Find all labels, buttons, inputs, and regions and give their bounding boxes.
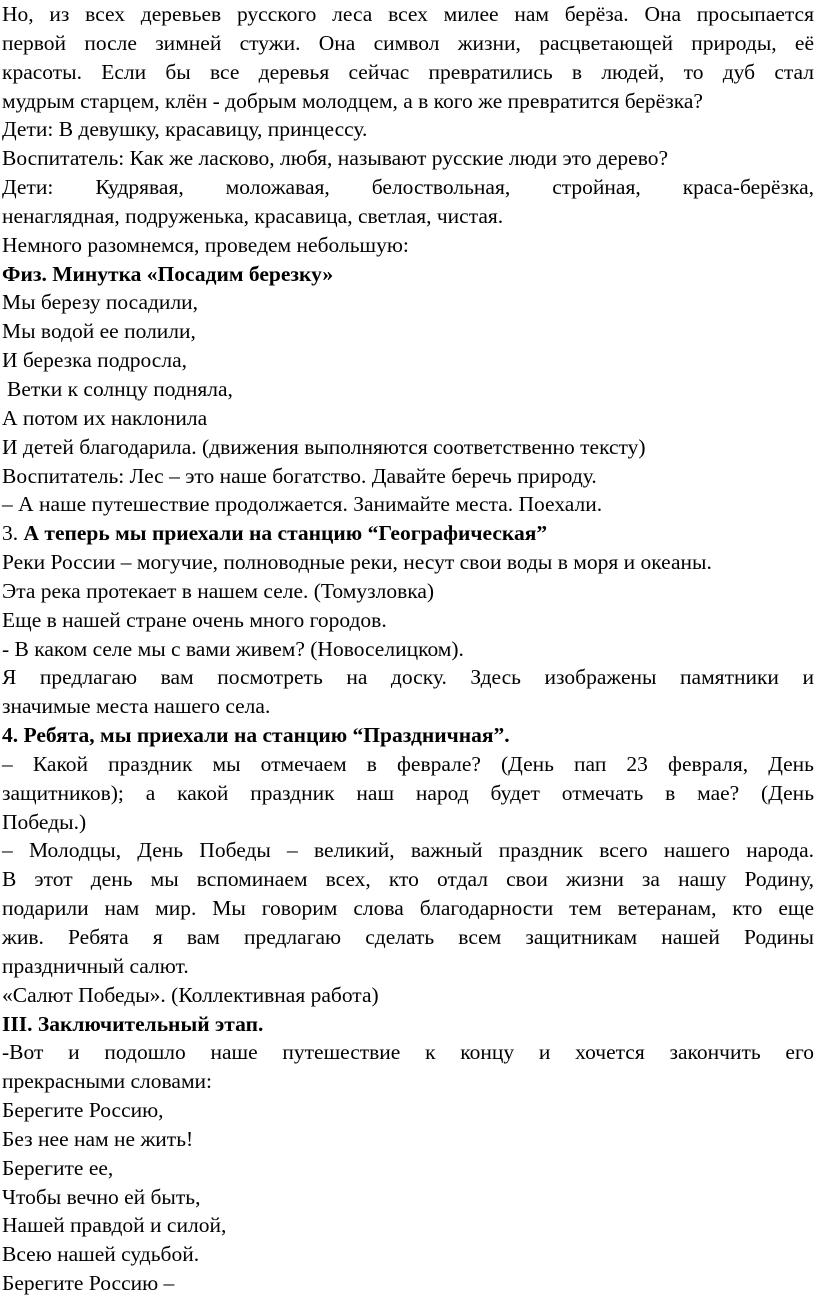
- section-number: 3.: [2, 521, 24, 546]
- text-line: Воспитатель: Как же ласково, любя, называют русские люди это дерево?: [2, 146, 668, 171]
- text-line: – Молодцы, День Победы – великий, важный праздник всего нашего народа.: [2, 838, 814, 863]
- text-line: Но, из всех деревьев русского леса всех милее нам берёза. Она просыпается: [2, 2, 814, 26]
- text-line: ненаглядная, подруженька, красавица, светлая, чистая.: [2, 203, 504, 228]
- text-line: В этот день мы вспоминаем всех, кто отдал свои жизни за нашу Родину,: [2, 867, 814, 892]
- text-line: – А наше путешествие продолжается. Занимайте места. Поехали.: [2, 492, 603, 517]
- text-line: «Салют Победы». (Коллективная работа): [2, 982, 379, 1007]
- text-line: прекрасными словами:: [2, 1069, 213, 1094]
- poem-line: Без нее нам не жить!: [2, 1126, 194, 1151]
- section-heading: III. Заключительный этап.: [2, 1011, 264, 1036]
- poem-line: И березка подросла,: [2, 348, 187, 373]
- text-line: защитников); а какой праздник наш народ будет отмечать в мае? (День: [2, 780, 814, 805]
- text-line: Эта река протекает в нашем селе. (Томузловка): [2, 578, 435, 603]
- text-line: Еще в нашей стране очень много городов.: [2, 607, 387, 632]
- text-line: Победы.): [2, 809, 87, 834]
- text-line: – Какой праздник мы отмечаем в феврале? (День пап 23 февраля, День: [2, 751, 814, 776]
- text-line: Дети: В девушку, красавицу, принцессу.: [2, 117, 368, 142]
- text-line: значимые места нашего села.: [2, 694, 271, 719]
- text-line: - В каком селе мы с вами живем? (Новоселицком).: [2, 636, 464, 661]
- section-heading: 4. Ребята, мы приехали на станцию “Праздничная”.: [2, 723, 510, 748]
- poem-line: И детей благодарила. (движения выполняются соответственно тексту): [2, 434, 646, 459]
- poem-line: Мы водой ее полили,: [2, 319, 196, 344]
- text-line: Я предлагаю вам посмотреть на доску. Здесь изображены памятники и: [2, 665, 814, 690]
- text-line: -Вот и подошло наше путешествие к концу и хочется закончить его: [2, 1040, 814, 1065]
- text-line: первой после зимней стужи. Она символ жизни, расцветающей природы, её: [2, 30, 814, 55]
- poem-line: Всею нашей судьбой.: [2, 1242, 200, 1267]
- text-line: праздничный салют.: [2, 953, 189, 978]
- poem-line: Берегите ее,: [2, 1155, 114, 1180]
- section-title: А теперь мы приехали на станцию “Географическая”: [23, 521, 548, 546]
- poem-line: Берегите Россию –: [2, 1271, 175, 1296]
- poem-line: Ветки к солнцу подняла,: [7, 376, 233, 401]
- text-line: Реки России – могучие, полноводные реки, несут свои воды в моря и океаны.: [2, 550, 712, 575]
- text-line: мудрым старцем, клён - добрым молодцем, а в кого же превратится берёзка?: [2, 88, 703, 113]
- text-line: Воспитатель: Лес – это наше богатство. Давайте беречь природу.: [2, 463, 597, 488]
- text-line: Дети: Кудрявая, моложавая, белоствольная, стройная, краса-берёзка,: [2, 175, 814, 200]
- poem-line: А потом их наклонила: [2, 405, 208, 430]
- poem-line: Нашей правдой и силой,: [2, 1213, 227, 1238]
- poem-line: Берегите Россию,: [2, 1098, 164, 1123]
- section-heading: Физ. Минутка «Посадим березку»: [2, 261, 334, 286]
- text-line: жив. Ребята я вам предлагаю сделать всем защитникам нашей Родины: [2, 925, 814, 949]
- poem-line: Чтобы вечно ей быть,: [2, 1184, 201, 1209]
- poem-line: Мы березу посадили,: [2, 290, 199, 315]
- text-line: Немного разомнемся, проведем небольшую:: [2, 232, 409, 257]
- text-line: красоты. Если бы все деревья сейчас превратились в людей, то дуб стал: [2, 59, 814, 84]
- text-line: подарили нам мир. Мы говорим слова благодарности тем ветеранам, кто еще: [2, 896, 814, 921]
- section-heading-geographic: [2, 519, 814, 548]
